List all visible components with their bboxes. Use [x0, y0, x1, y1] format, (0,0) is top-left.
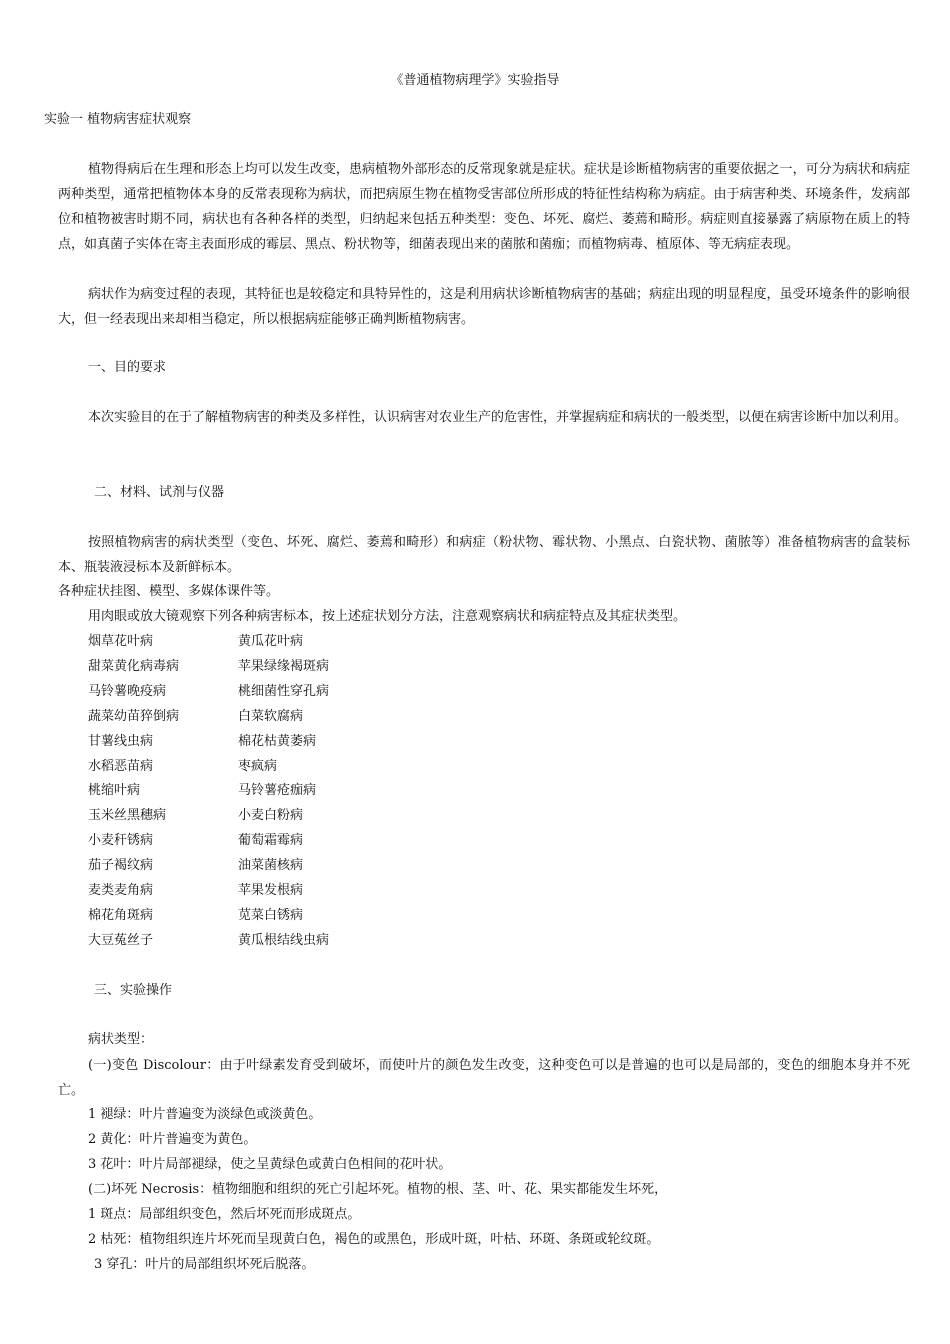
- discolour-item: 1 褪绿：叶片普遍变为淡绿色或淡黄色。: [88, 1107, 322, 1122]
- specimen-item: 玉米丝黑穗病: [88, 808, 167, 823]
- specimen-item: 枣疯病: [238, 759, 278, 774]
- section-heading-objectives: 一、目的要求: [88, 360, 167, 375]
- specimen-item: 苹果绿缘褐斑病: [238, 659, 330, 674]
- discolour-item: 3 花叶：叶片局部褪绿，使之呈黄绿色或黄白色相间的花叶状。: [88, 1157, 452, 1172]
- specimen-item: 棉花枯黄萎病: [238, 734, 317, 749]
- specimen-item: 白菜软腐病: [238, 709, 304, 724]
- observation-instructions: 用肉眼或放大镜观察下列各种病害标本，按上述症状划分方法，注意观察病状和病症特点及其症状类型。: [88, 609, 687, 624]
- necrosis-item: 3 穿孔：叶片的局部组织坏死后脱落。: [94, 1257, 315, 1272]
- document-title: 《普通植物病理学》实验指导: [390, 73, 560, 88]
- necrosis-paragraph: (二)坏死 Necrosis：植物细胞和组织的死亡引起坏死。植物的根、茎、叶、花、果实都能发生坏死，: [88, 1182, 668, 1197]
- specimen-item: 桃细菌性穿孔病: [238, 684, 330, 699]
- materials-line: 各种症状挂图、模型、多媒体课件等。: [58, 584, 280, 599]
- specimen-item: 马铃薯晚疫病: [88, 684, 167, 699]
- specimen-item: 甘薯线虫病: [88, 734, 154, 749]
- specimen-item: 大豆菟丝子: [88, 933, 154, 948]
- specimen-item: 黄瓜根结线虫病: [238, 933, 330, 948]
- symptom-types-subheading: 病状类型：: [88, 1032, 154, 1047]
- specimen-item: 茄子褐纹病: [88, 858, 154, 873]
- materials-paragraph: 按照植物病害的病状类型（变色、坏死、腐烂、萎蔫和畸形）和病症（粉状物、霉状物、小黑点、白瓷状物、菌脓等）准备植物病害的盒装标本、瓶装液浸标本及新鲜标本。: [58, 535, 910, 575]
- necrosis-item: 1 斑点：局部组织变色，然后坏死而形成斑点。: [88, 1207, 361, 1222]
- specimen-item: 麦类麦角病: [88, 883, 154, 898]
- specimen-item: 油菜菌核病: [238, 858, 304, 873]
- necrosis-item: 2 枯死：植物组织连片坏死而呈现黄白色，褐色的或黑色，形成叶斑，叶枯、环斑、条斑或轮纹斑。: [88, 1232, 660, 1247]
- specimen-item: 甜菜黄化病毒病: [88, 659, 180, 674]
- experiment-heading: 实验一 植物病害症状观察: [44, 112, 192, 127]
- section-heading-materials: 二、材料、试剂与仪器: [94, 485, 225, 500]
- objectives-paragraph: 本次实验目的在于了解植物病害的种类及多样性，认识病害对农业生产的危害性，并掌握病症和病状的一般类型，以便在病害诊断中加以利用。: [88, 410, 908, 425]
- specimen-item: 小麦白粉病: [238, 808, 304, 823]
- section-heading-procedure: 三、实验操作: [94, 983, 173, 998]
- specimen-item: 桃缩叶病: [88, 783, 141, 798]
- specimen-item: 苋菜白锈病: [238, 908, 304, 923]
- specimen-item: 蔬菜幼苗猝倒病: [88, 709, 180, 724]
- specimen-item: 小麦秆锈病: [88, 833, 154, 848]
- specimen-item: 苹果发根病: [238, 883, 304, 898]
- discolour-paragraph: (一)变色 Discolour：由于叶绿素发育受到破坏，而使叶片的颜色发生改变，这种变色可以是普遍的也可以是局部的，变色的细胞本身并不死亡。: [58, 1058, 910, 1098]
- specimen-item: 水稻恶苗病: [88, 759, 154, 774]
- intro-paragraph-1: 植物得病后在生理和形态上均可以发生改变，患病植物外部形态的反常现象就是症状。症状是诊断植物病害的重要依据之一，可分为病状和病症两种类型，通常把植物体本身的反常表现称为病状，而把病原生物在植物受害部位所形成的特征性结构称为病症。由于病害种类、环境条件，发病部位和植物被害时期不同，病状也有各种各样的类型，归纳起来包括五种类型：变色、坏死、腐烂、萎蔫和畸形。病症则直接暴露了病原物在质上的特点，如真菌子实体在寄主表面形成的霉层、黑点、粉状物等，细菌表现出来的菌脓和菌痂；而植物病毒、植原体、等无病症表现。: [58, 162, 910, 252]
- intro-paragraph-2: 病状作为病变过程的表现，其特征也是较稳定和具特异性的，这是利用病状诊断植物病害的基础；病症出现的明显程度，虽受环境条件的影响很大，但一经表现出来却相当稳定，所以根据病症能够正确判断植物病害。: [58, 287, 910, 327]
- discolour-item: 2 黄化：叶片普遍变为黄色。: [88, 1132, 257, 1147]
- specimen-item: 马铃薯疮痂病: [238, 783, 317, 798]
- specimen-item: 黄瓜花叶病: [238, 634, 304, 649]
- specimen-item: 烟草花叶病: [88, 634, 154, 649]
- specimen-item: 葡萄霜霉病: [238, 833, 304, 848]
- specimen-item: 棉花角斑病: [88, 908, 154, 923]
